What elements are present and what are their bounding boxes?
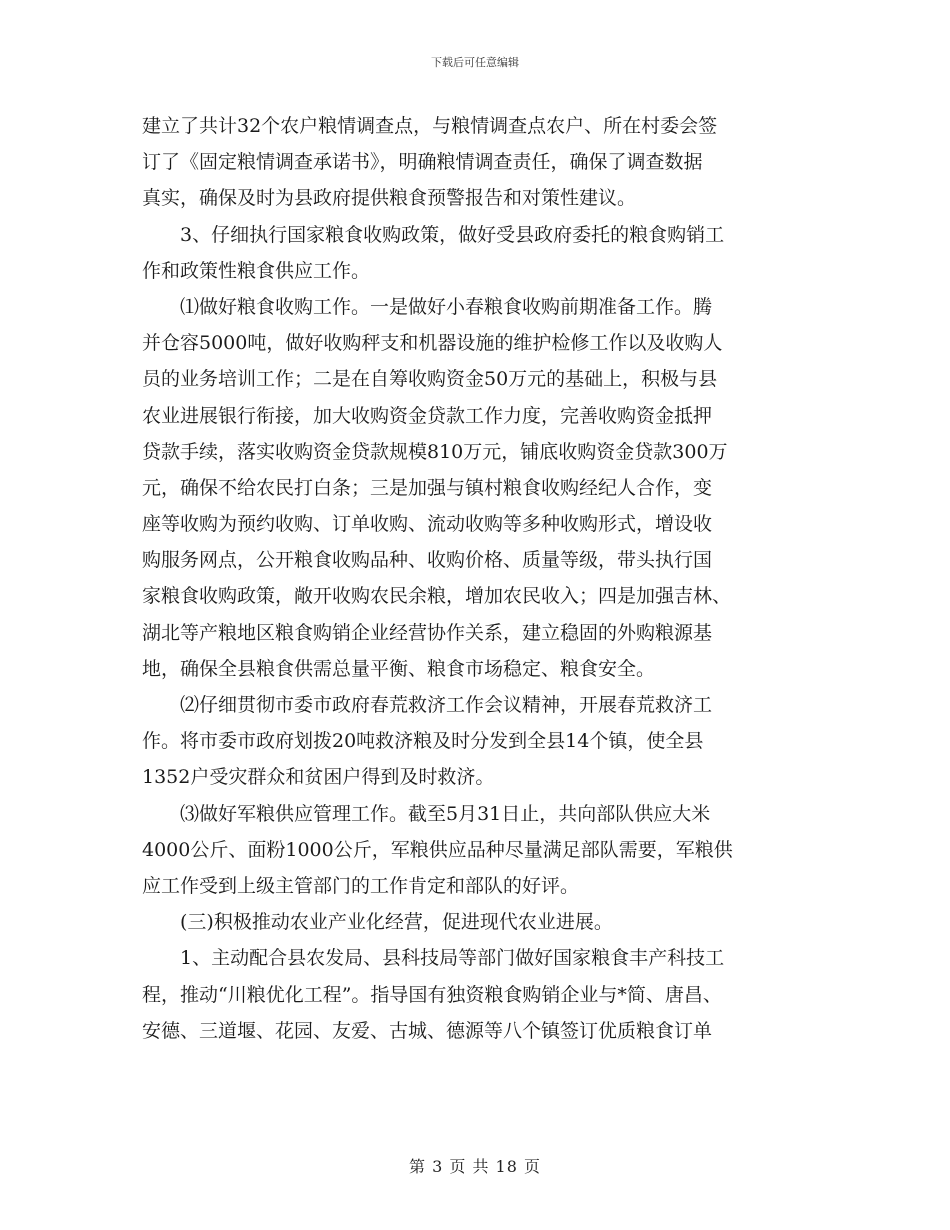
- text-line: 并仓容5000吨，做好收购秤支和机器设施的维护检修工作以及收购人: [142, 332, 723, 355]
- text-line: 员的业务培训工作；二是在自筹收购资金50万元的基础上，积极与县: [142, 368, 718, 391]
- page-header: 下载后可任意编辑: [431, 56, 519, 69]
- text-line: 1352户受灾群众和贫困户得到及时救济。: [142, 766, 495, 789]
- document-body: [142, 108, 812, 1049]
- text-line: 购服务网点，公开粮食收购品种、收购价格、质量等级，带头执行国: [142, 549, 713, 572]
- text-line: 作。将市委市政府划拨20吨救济粮及时分发到全县14个镇，使全县: [142, 730, 704, 753]
- text-line: 1、主动配合县农发局、县科技局等部门做好国家粮食丰产科技工: [180, 947, 725, 970]
- text-line: 元，确保不给农民打白条；三是加强与镇村粮食收购经纪人合作，变: [142, 476, 713, 499]
- text-line: 家粮食收购政策，敞开收购农民余粮，增加农民收入；四是加强吉林、: [142, 585, 732, 608]
- text-line: 安德、三道堰、花园、友爱、古城、德源等八个镇签订优质粮食订单: [142, 1019, 713, 1042]
- text-line: 贷款手续，落实收购资金贷款规模810万元，铺底收购资金贷款300万: [142, 440, 728, 463]
- text-line: 湖北等产粮地区粮食购销企业经营协作关系，建立稳固的外购粮源基: [142, 621, 713, 644]
- text-line: 程，推动“川粮优化工程”。指导国有独资粮食购销企业与*简、唐昌、: [142, 983, 722, 1006]
- text-line: 作和政策性粮食供应工作。: [142, 259, 371, 282]
- text-line: ⑴做好粮食收购工作。一是做好小春粮食收购前期准备工作。腾: [180, 295, 713, 318]
- text-line: 地，确保全县粮食供需总量平衡、粮食市场稳定、粮食安全。: [142, 657, 656, 680]
- text-line: 真实，确保及时为县政府提供粮食预警报告和对策性建议。: [142, 187, 637, 210]
- page-footer: 第 3 页 共 18 页: [409, 1157, 541, 1176]
- text-line: ⑵仔细贯彻市委市政府春荒救济工作会议精神，开展春荒救济工: [180, 694, 713, 716]
- text-line: 应工作受到上级主管部门的工作肯定和部队的好评。: [142, 874, 580, 897]
- text-line: 座等收购为预约收购、订单收购、流动收购等多种收购形式，增设收: [142, 513, 713, 536]
- text-line: ⑶做好军粮供应管理工作。截至5月31日止，共向部队供应大米: [180, 802, 711, 825]
- text-line: (三)积极推动农业产业化经营，促进现代农业进展。: [180, 911, 613, 934]
- text-line: 农业进展银行衔接，加大收购资金贷款工作力度，完善收购资金抵押: [142, 404, 713, 427]
- text-line: 订了《固定粮情调查承诺书》，明确粮情调查责任，确保了调查数据: [142, 151, 703, 174]
- text-line: 4000公斤、面粉1000公斤，军粮供应品种尽量满足部队需要，军粮供: [142, 838, 733, 861]
- text-line: 建立了共计32个农户粮情调查点，与粮情调查点农户、所在村委会签: [142, 115, 718, 137]
- text-line: 3、仔细执行国家粮食收购政策，做好受县政府委托的粮食购销工: [180, 223, 725, 246]
